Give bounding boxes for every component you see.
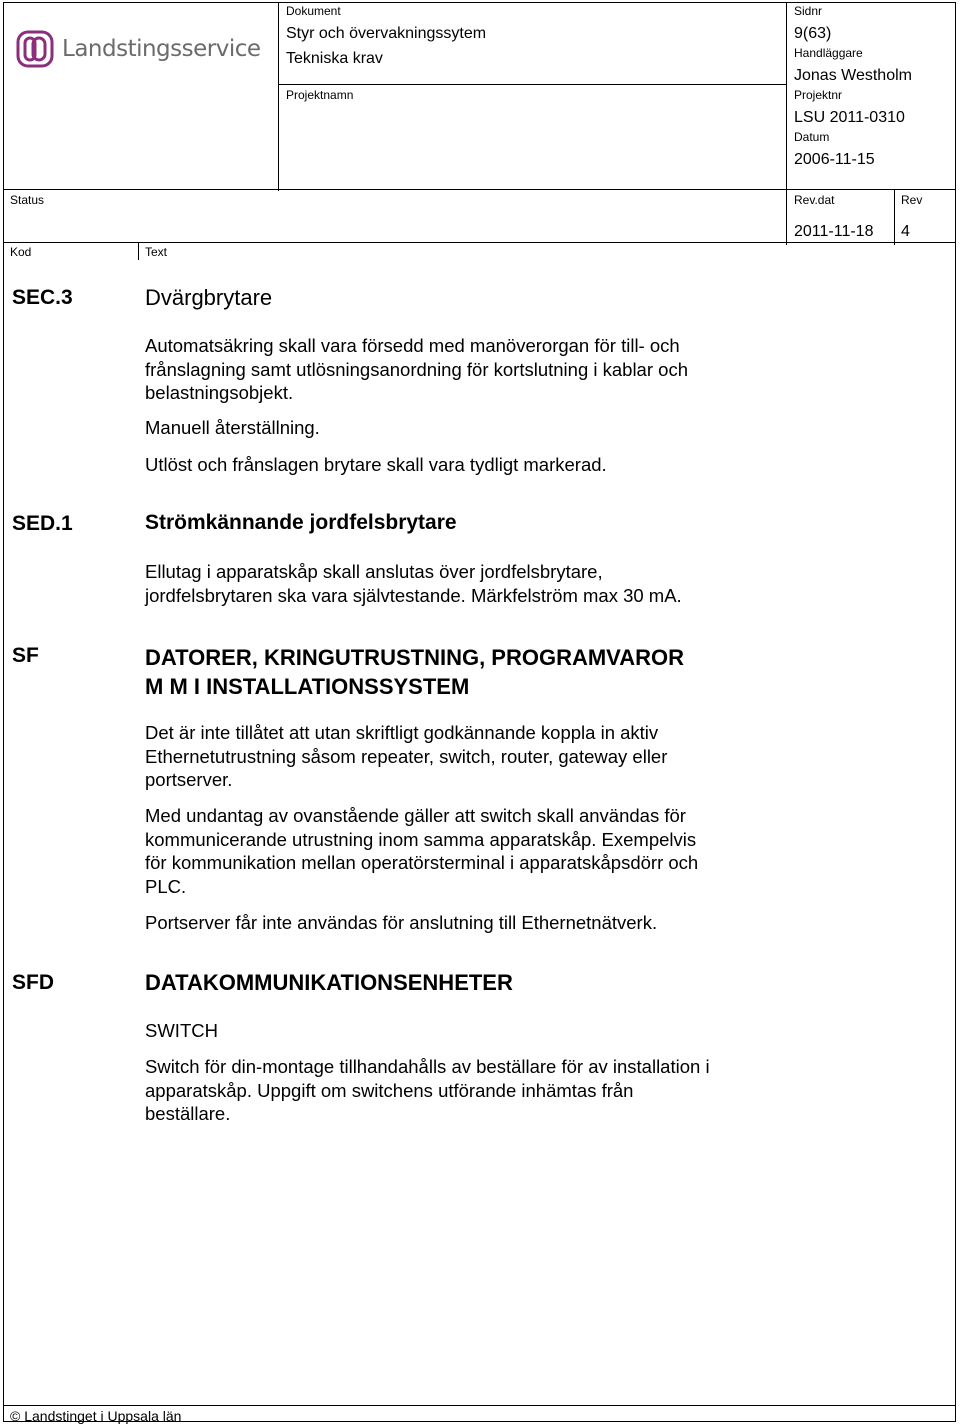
sfd-p1-line: apparatskåp. Uppgift om switchens utförande inhämtas från — [145, 1079, 634, 1101]
datum-label: Datum — [794, 130, 830, 144]
page-frame — [3, 2, 956, 1422]
landstingsservice-logo-icon — [16, 30, 54, 68]
revdat-value: 2011-11-18 — [794, 223, 874, 240]
sec3-paragraph-1 — [145, 334, 688, 405]
sed1-paragraph-1 — [145, 560, 682, 607]
kod-divider — [138, 242, 139, 260]
sf-heading-line: DATORER, KRINGUTRUSTNING, PROGRAMVAROR — [145, 645, 684, 670]
header-line-projekt — [278, 84, 786, 85]
sfd-subheading: SWITCH — [145, 1020, 218, 1041]
dokument-value-2: Tekniska krav — [286, 50, 383, 67]
section-heading-sfd: DATAKOMMUNIKATIONSENHETER — [145, 970, 513, 995]
sfd-paragraph-1 — [145, 1055, 710, 1126]
rev-value: 4 — [901, 223, 910, 240]
footer-line — [3, 1405, 956, 1406]
rev-divider — [894, 189, 895, 245]
sf-paragraph-1 — [145, 721, 667, 792]
projektnamn-label: Projektnamn — [286, 88, 354, 102]
revdat-label: Rev.dat — [794, 193, 835, 207]
text-label: Text — [145, 245, 168, 259]
header-divider-left — [278, 2, 279, 191]
projektnr-label: Projektnr — [794, 88, 843, 102]
sf-p1-line: Ethernetutrustning såsom repeater, switch, router, gateway eller — [145, 745, 668, 767]
sec3-paragraph-2: Manuell återställning. — [145, 417, 320, 438]
sf-p2-line: PLC. — [145, 875, 187, 897]
datum-value: 2006-11-15 — [794, 151, 875, 168]
sf-p2-line: Med undantag av ovanstående gäller att switch skall användas för — [145, 805, 686, 826]
sfd-p1-line: beställare. — [145, 1103, 231, 1124]
handlaggare-label: Handläggare — [794, 46, 863, 60]
rev-label: Rev — [901, 193, 923, 207]
dokument-value-1: Styr och övervakningssytem — [286, 25, 487, 42]
sidnr-label: Sidnr — [794, 4, 823, 18]
projektnr-value: LSU 2011-0310 — [794, 109, 905, 126]
header-line-kod — [3, 242, 956, 243]
section-code-sf: SF — [12, 644, 39, 667]
status-label: Status — [10, 193, 45, 207]
handlaggare-value: Jonas Westholm — [794, 67, 912, 84]
section-heading-sed1: Strömkännande jordfelsbrytare — [145, 511, 457, 534]
sec3-p1-line: frånslagning samt utlösningsanordning för kortslutning i kablar och — [145, 358, 688, 380]
sf-p1-line: portserver. — [145, 769, 233, 790]
section-heading-sec3: Dvärgbrytare — [145, 285, 273, 310]
section-code-sed1: SED.1 — [12, 512, 73, 535]
sf-p2-line: för kommunikation mellan operatörsterminal i apparatskåpsdörr och — [145, 852, 699, 873]
logo — [16, 30, 261, 68]
sidnr-value: 9(63) — [794, 25, 832, 42]
sfd-p1-line: Switch för din-montage tillhandahålls av beställare för av installation i — [145, 1056, 710, 1077]
header-divider-right — [786, 2, 787, 245]
section-code-sfd: SFD — [12, 971, 54, 994]
sed1-p1-line: jordfelsbrytaren ska vara självtestande. Märkfelström max 30 mA. — [145, 584, 682, 606]
sed1-p1-line: Ellutag i apparatskåp skall anslutas över jordfelsbrytare, — [145, 561, 603, 582]
sf-paragraph-3: Portserver får inte användas för anslutning till Ethernetnätverk. — [145, 912, 658, 933]
sf-paragraph-2 — [145, 804, 698, 898]
section-heading-sf — [145, 643, 684, 701]
sf-heading-line: M M I INSTALLATIONSSYSTEM — [145, 674, 470, 699]
sec3-paragraph-3: Utlöst och frånslagen brytare skall vara tydligt markerad. — [145, 454, 607, 475]
logo-text: Landstingsservice — [62, 36, 261, 62]
kod-label: Kod — [10, 245, 32, 259]
header-line-status — [3, 189, 956, 190]
sec3-p1-line: Automatsäkring skall vara försedd med manöverorgan för till- och — [145, 335, 680, 356]
dokument-label: Dokument — [286, 4, 341, 18]
sf-p2-line: kommunicerande utrustning inom samma apparatskåp. Exempelvis — [145, 828, 697, 850]
footer-copyright: © Landstinget i Uppsala län — [10, 1408, 182, 1424]
sec3-p1-line: belastningsobjekt. — [145, 382, 294, 403]
sf-p1-line: Det är inte tillåtet att utan skriftligt godkännande koppla in aktiv — [145, 722, 659, 743]
section-code-sec3: SEC.3 — [12, 286, 73, 309]
